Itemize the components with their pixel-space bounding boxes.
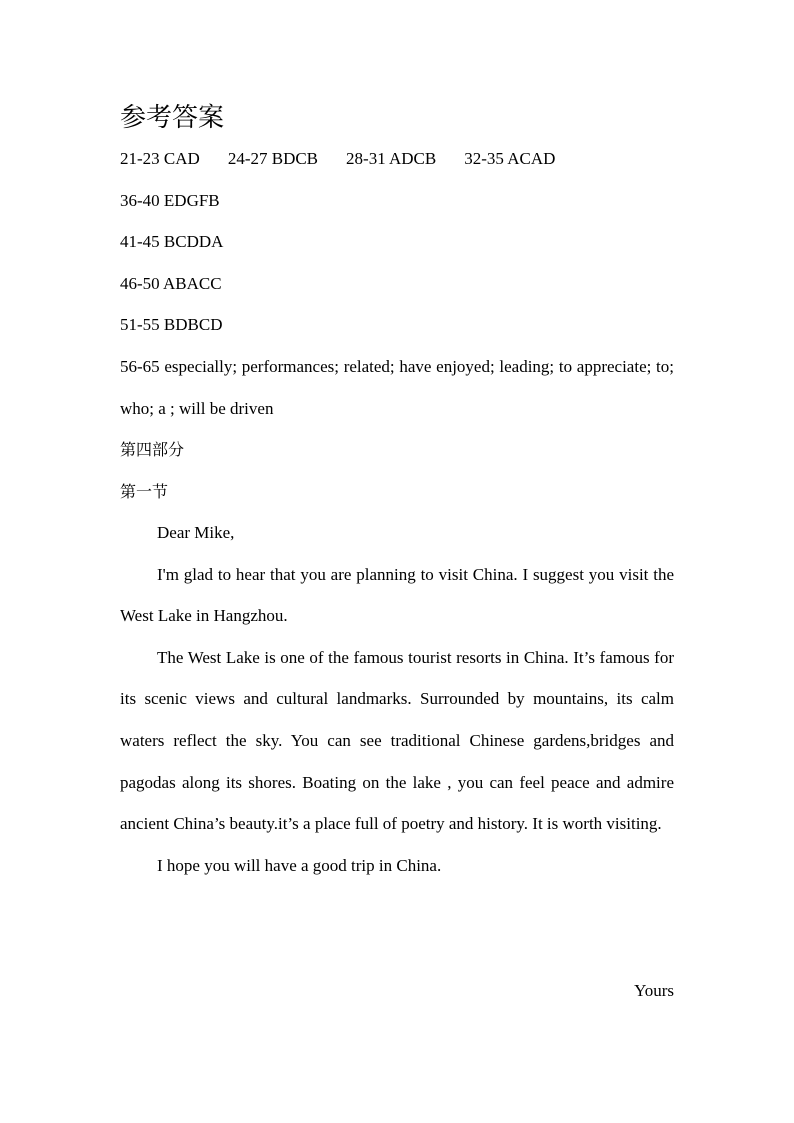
answer-row-46-50: 46-50 ABACC	[120, 274, 222, 293]
answer-row-41-45: 41-45 BCDDA	[120, 232, 224, 251]
document-page	[120, 0, 674, 1123]
answer-row-51-55: 51-55 BDBCD	[120, 315, 223, 334]
answer-row-56-65: 56-65 especially; performances; related; have enjoyed; leading; to appreciate; to; who; a ; will be driven	[120, 357, 674, 418]
section-heading: 第一节	[120, 482, 169, 501]
sample-letter	[120, 512, 674, 886]
part-heading: 第四部分	[120, 440, 185, 459]
answer-row-21-35	[120, 147, 555, 171]
answer-group: 21-23 CAD	[120, 149, 200, 168]
letter-paragraph: The West Lake is one of the famous tourist resorts in China. It’s famous for its scenic views and cultural landmarks. Surrounded by mountains, its calm waters reflect the sky. You can see traditional Chinese gardens,bridges and pagodas along its shores. Boating on the lake , you can feel peace and admire ancient China’s beauty.it’s a place full of poetry and history. It is worth visiting.	[120, 647, 674, 834]
page-title: 参考答案	[120, 103, 225, 133]
letter-greeting: Dear Mike,	[157, 523, 235, 542]
answer-group: 32-35 ACAD	[464, 149, 556, 168]
answer-group: 28-31 ADCB	[346, 149, 437, 168]
letter-paragraph: I'm glad to hear that you are planning to visit China. I suggest you visit the West Lake in Hangzhou.	[120, 564, 674, 626]
answer-group: 24-27 BDCB	[227, 149, 319, 168]
answer-row-36-40: 36-40 EDGFB	[120, 191, 220, 210]
letter-closing: Yours	[634, 981, 674, 1000]
letter-paragraph: I hope you will have a good trip in China.	[157, 855, 442, 875]
